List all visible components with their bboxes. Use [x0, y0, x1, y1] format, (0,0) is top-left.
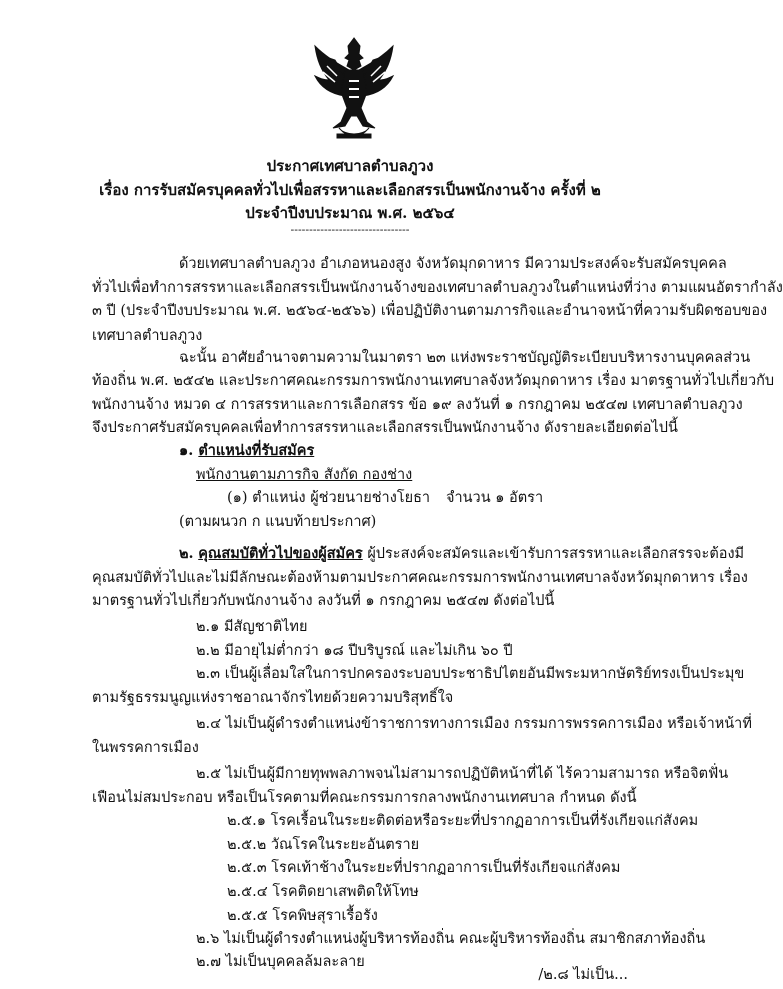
intro-p1-line2: ทั่วไปเพื่อทำการสรรหาและเลือกสรรเป็นพนักงานจ้างของเทศบาลตำบลภูวงในตำแหน่งที่ว่าง ตามแผนอัตรากำลัง [92, 280, 783, 296]
section1-number: ๑. [179, 442, 194, 459]
section1-quota: จำนวน ๑ อัตรา [446, 490, 544, 506]
section2-number: ๒. [179, 545, 194, 562]
item-2-5-line2: เฟือนไม่สมประกอบ หรือเป็นโรคตามที่คณะกรรมการกลางพนักงานเทศบาล กำหนด ดังนี้ [92, 790, 637, 806]
item-2-4-line1: ๒.๔ ไม่เป็นผู้ดำรงตำแหน่งข้าราชการทางการเมือง กรรมการพรรคการเมือง หรือเจ้าหน้าที่ [196, 716, 752, 732]
garuda-legs [333, 108, 375, 128]
item-2-4-line2: ในพรรคการเมือง [92, 740, 199, 756]
section1-position: (๑) ตำแหน่ง ผู้ช่วยนายช่างโยธา [227, 490, 431, 506]
intro-p1-line1: ด้วยเทศบาลตำบลภูวง อำเภอหนองสูง จังหวัดมุกดาหาร มีความประสงค์จะรับสมัครบุคคล [179, 256, 727, 272]
item-2-5-1: ๒.๕.๑ โรคเรื้อนในระยะติดต่อหรือระยะที่ปรากฏอาการเป็นที่รังเกียจแก่สังคม [227, 813, 699, 829]
item-2-2: ๒.๒ มีอายุไม่ต่ำกว่า ๑๘ ปีบริบูรณ์ และไม่เกิน ๖๐ ปี [196, 643, 513, 659]
fiscal-year: ประจำปีงบประมาณ พ.ศ. ๒๕๖๔ [245, 204, 455, 222]
item-2-6: ๒.๖ ไม่เป็นผู้ดำรงตำแหน่งผู้บริหารท้องถิ่น คณะผู้บริหารท้องถิ่น สมาชิกสภาท้องถิ่น [196, 931, 706, 947]
intro-p2-line2: ท้องถิ่น พ.ศ. ๒๕๔๒ และประกาศคณะกรรมการพนักงานเทศบาลจังหวัดมุกดาหาร เรื่อง มาตรฐานทั่วไปเกี่ยวกับ [92, 373, 775, 389]
intro-p1-line3: ๓ ปี (ประจำปีงบประมาณ พ.ศ. ๒๕๖๔-๒๕๖๖) เพื่อปฏิบัติงานตามภารกิจและอำนาจหน้าที่ความรับผิดชอบของ [92, 303, 768, 319]
section1-subheading: พนักงานตามภารกิจ สังกัด กองช่าง [196, 467, 413, 483]
section2-intro-line2: คุณสมบัติทั่วไปและไม่มีลักษณะต้องห้ามตามประกาศคณะกรรมการพนักงานเทศบาลจังหวัดมุกดาหาร เรื่อง [92, 570, 748, 586]
section1-note: (ตามผนวก ก แนบท้ายประกาศ) [179, 514, 377, 530]
announcement-subject: เรื่อง การรับสมัครบุคคลทั่วไปเพื่อสรรหาและเลือกสรรเป็นพนักงานจ้าง ครั้งที่ ๒ [99, 181, 601, 199]
announcement-title: ประกาศเทศบาลตำบลภูวง [266, 157, 434, 175]
item-2-5-4: ๒.๕.๔ โรคติดยาเสพติดให้โทษ [227, 884, 419, 900]
item-2-5-5: ๒.๕.๕ โรคพิษสุราเรื้อรัง [227, 908, 378, 924]
intro-p2-line1: ฉะนั้น อาศัยอำนาจตามความในมาตรา ๒๓ แห่งพระราชบัญญัติระเบียบบริหารงานบุคคลส่วน [179, 350, 751, 366]
header-divider: -------------------------------- [290, 223, 410, 236]
section1-heading [179, 441, 314, 461]
item-2-1: ๒.๑ มีสัญชาติไทย [196, 619, 308, 635]
intro-p1-line4: เทศบาลตำบลภูวง [92, 328, 203, 344]
section1-title: ตำแหน่งที่รับสมัคร [198, 442, 315, 459]
continuation-marker: /๒.๘ ไม่เป็น... [538, 967, 628, 983]
intro-p2-line3: พนักงานจ้าง หมวด ๔ การสรรหาและการเลือกสรร ข้อ ๑๙ ลงวันที่ ๑ กรกฎาคม ๒๕๔๗ เทศบาลตำบลภูวง [92, 397, 743, 413]
section2-title: คุณสมบัติทั่วไปของผู้สมัคร [198, 545, 363, 562]
item-2-7: ๒.๗ ไม่เป็นบุคคลล้มละลาย [196, 954, 365, 970]
intro-p2-line4: จึงประกาศรับสมัครบุคคลเพื่อทำการสรรหาและเลือกสรรเป็นพนักงานจ้าง ดังรายละเอียดต่อไปนี้ [92, 420, 678, 436]
garuda-head [345, 38, 363, 70]
garuda-base [337, 134, 371, 138]
item-2-5-3: ๒.๕.๓ โรคเท้าช้างในระยะที่ปรากฏอาการเป็นที่รังเกียจแก่สังคม [227, 860, 621, 876]
item-2-5-line1: ๒.๕ ไม่เป็นผู้มีกายทุพพลภาพจนไม่สามารถปฏิบัติหน้าที่ได้ ไร้ความสามารถ หรือจิตฟั่น [196, 766, 729, 782]
item-2-3-line1: ๒.๓ เป็นผู้เลื่อมใสในการปกครองระบอบประชาธิปไตยอันมีพระมหากษัตริย์ทรงเป็นประมุข [196, 666, 745, 682]
item-2-3-line2: ตามรัฐธรรมนูญแห่งราชอาณาจักรไทยด้วยความบริสุทธิ์ใจ [92, 690, 454, 706]
section2-intro-line1 [179, 544, 744, 564]
section2-intro-text: ผู้ประสงค์จะสมัครและเข้ารับการสรรหาและเลือกสรรจะต้องมี [367, 546, 745, 562]
garuda-emblem [311, 36, 397, 140]
item-2-5-2: ๒.๕.๒ วัณโรคในระยะอันตราย [227, 837, 420, 853]
section2-intro-line3: มาตรฐานทั่วไปเกี่ยวกับพนักงานจ้าง ลงวันที่ ๑ กรกฎาคม ๒๕๔๗ ดังต่อไปนี้ [92, 593, 555, 609]
